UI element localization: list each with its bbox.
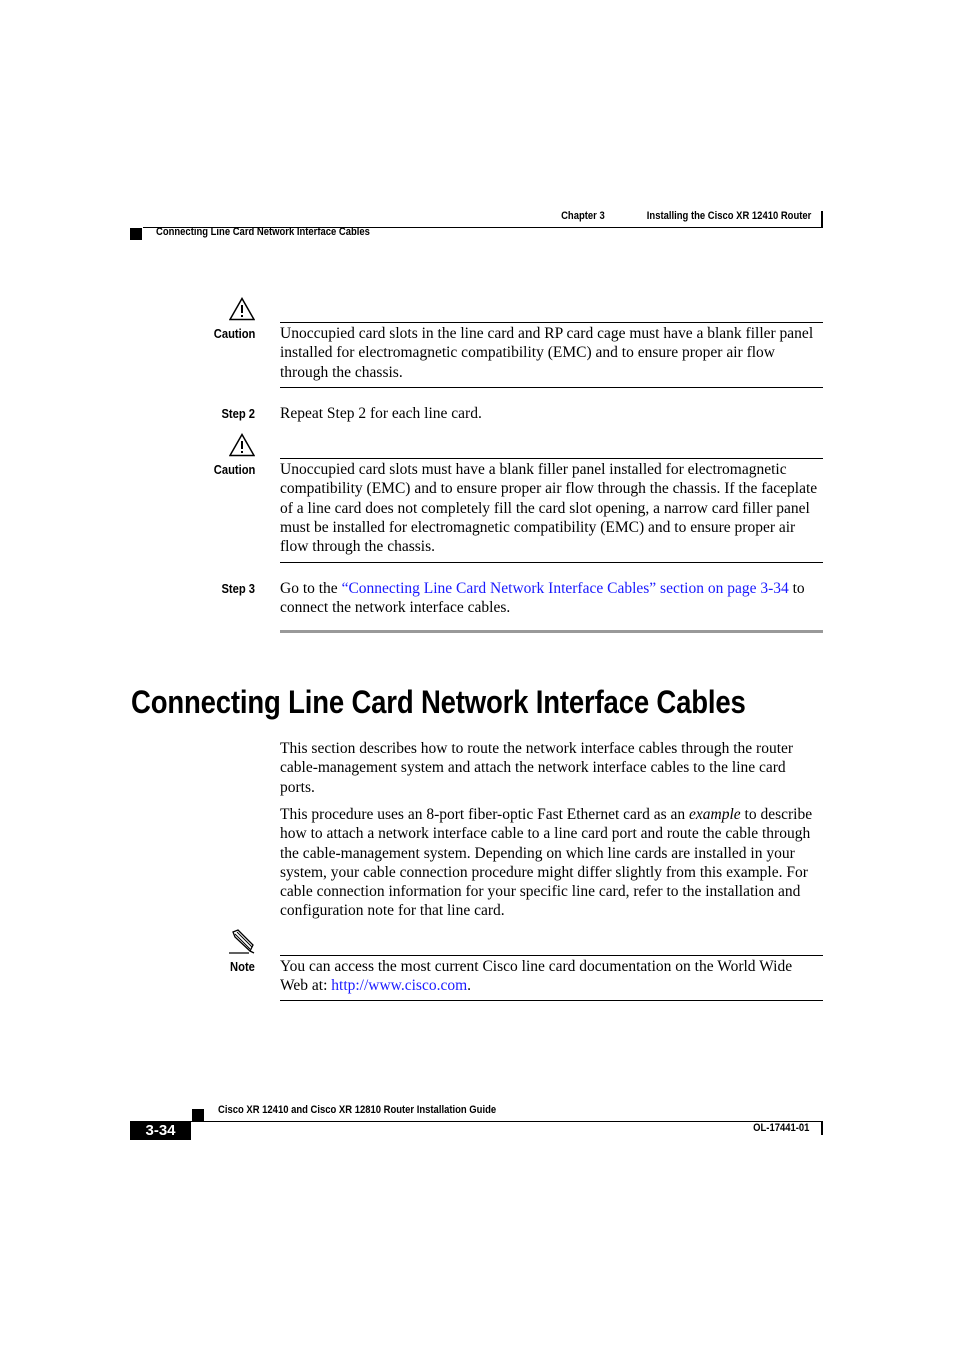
- section-cross-reference-link[interactable]: “Connecting Line Card Network Interface Cables” section on page 3-34: [341, 580, 789, 597]
- header-section: Connecting Line Card Network Interface Cables: [156, 226, 370, 238]
- caution-bottom-rule: [280, 387, 823, 388]
- footer-guide-title: Cisco XR 12410 and Cisco XR 12810 Router Installation Guide: [218, 1104, 497, 1116]
- note-top-rule: [280, 955, 823, 956]
- caution-top-rule: [280, 458, 823, 459]
- note-text-after: .: [467, 977, 472, 995]
- warning-triangle-icon: [229, 297, 255, 321]
- procedure-end-rule: [280, 630, 823, 633]
- caution-text: Unoccupied card slots in the line card and RP card cage must have a blank filler panel installed for electromagnetic compatibility (EMC) and to ensure proper air flow through the chassis.: [280, 325, 814, 381]
- header-chapter: Chapter 3: [561, 210, 605, 222]
- section-paragraph: [280, 805, 823, 921]
- pencil-note-icon: [228, 929, 256, 955]
- step-text-before: Go to the: [280, 580, 342, 597]
- step-text-after: to connect the network interface cables.: [280, 580, 805, 617]
- caution-text: Unoccupied card slots must have a blank filler panel installed for electromagnetic compatibility (EMC) and to ensure proper air flow through the chassis. If the faceplate of a line card does not completely fill the card slot opening, a narrow card filler panel must be installed for electromagnetic compatibility (EMC) and to ensure proper air flow through the chassis.: [280, 461, 818, 556]
- caution-label: Caution: [213, 462, 255, 477]
- header-chapter-title: Installing the Cisco XR 12410 Router: [646, 210, 811, 222]
- cisco-website-link[interactable]: http://www.cisco.com: [331, 977, 468, 995]
- section-paragraph: This section describes how to route the network interface cables through the router cable-management system and attach the network interface cables to the line card ports.: [280, 740, 794, 796]
- note-text: [280, 957, 823, 996]
- caution-label: Caution: [213, 326, 255, 341]
- step-text: [280, 579, 823, 618]
- caution-top-rule: [280, 322, 823, 323]
- section-title: Connecting Line Card Network Interface Cables: [131, 684, 746, 720]
- footer-black-square: [192, 1109, 204, 1121]
- footer-right-bar: [821, 1121, 823, 1135]
- paragraph-emphasis: example: [689, 806, 741, 823]
- footer-page-number: 3-34: [145, 1122, 176, 1139]
- paragraph-text: This procedure uses an 8-port fiber-optic Fast Ethernet card as an: [280, 806, 690, 823]
- note-text-before: You can access the most current Cisco line card documentation on the World Wide Web at:: [280, 958, 793, 995]
- step-label: Step 2: [221, 406, 255, 421]
- step-text: Repeat Step 2 for each line card.: [280, 405, 482, 422]
- warning-triangle-icon: [229, 433, 255, 457]
- header-black-square: [130, 228, 142, 240]
- paragraph-text: to describe how to attach a network interface cable to a line card port and route the cable through the cable-management system. Depending on which line cards are installed in your system, your cable connection procedure might differ slightly from this example. For cable connection information for your specific line card, refer to the installation and configuration note for that line card.: [280, 806, 813, 920]
- caution-bottom-rule: [280, 562, 823, 563]
- note-bottom-rule: [280, 1000, 823, 1001]
- step-label: Step 3: [221, 581, 255, 596]
- footer-rule: [130, 1121, 823, 1122]
- header-right-bar: [821, 211, 823, 228]
- note-label: Note: [230, 959, 255, 974]
- footer-doc-id: OL-17441-01: [752, 1122, 809, 1134]
